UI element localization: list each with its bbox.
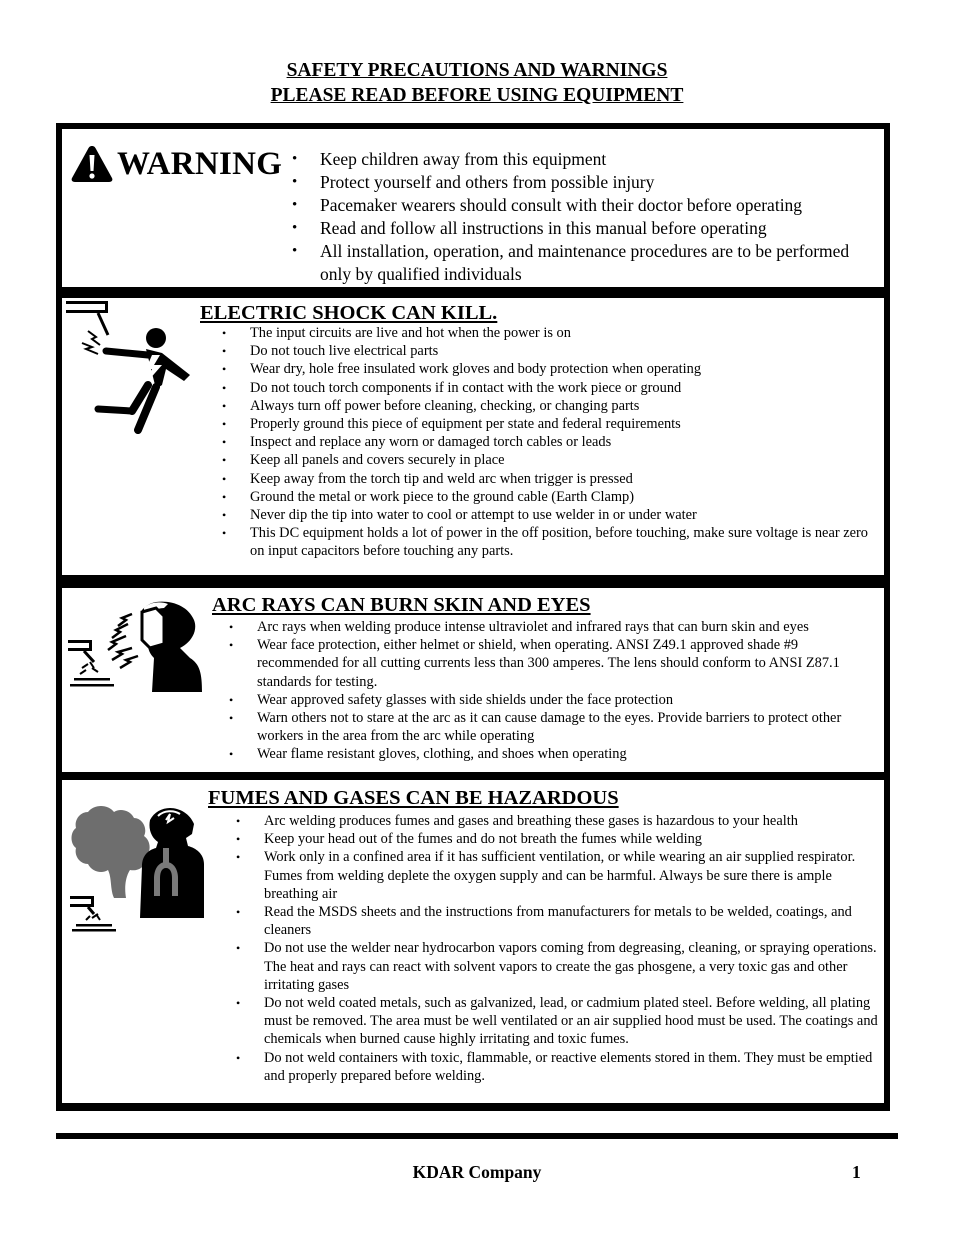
list-item: • Wear dry, hole free insulated work gloves and body protection when operating <box>250 360 870 378</box>
page-title <box>0 58 954 108</box>
page-number: 1 <box>852 1162 861 1182</box>
list-item: • Work only in a confined area if it has sufficient ventilation, or while wearing an air supplied respirator. Fumes from welding deplete the oxygen supply and can be harmful. Always be sure there is ample breathing air <box>264 848 886 903</box>
warning-list <box>320 148 876 286</box>
warning-triangle-icon <box>71 145 113 183</box>
list-item: • All installation, operation, and maintenance procedures are to be performed only by qualified individuals <box>320 240 876 286</box>
heading-line-1: SAFETY PRECAUTIONS AND WARNINGS <box>286 60 668 81</box>
arc-rays-list <box>257 618 872 764</box>
electric-shock-icon <box>66 299 196 434</box>
warning-panel <box>62 129 884 287</box>
electric-shock-title: ELECTRIC SHOCK CAN KILL. <box>200 302 498 324</box>
footer-company: KDAR Company <box>412 1162 542 1182</box>
list-item: • Pacemaker wearers should consult with their doctor before operating <box>320 194 876 217</box>
fumes-title: FUMES AND GASES CAN BE HAZARDOUS <box>208 787 619 809</box>
list-item: • Wear face protection, either helmet or shield, when operating. ANSI Z49.1 approved shade #9 recommended for all cutting currents less than 300 amperes. The lens should conform to ANSI Z87.1 standards for testing. <box>257 636 872 691</box>
list-item: • Never dip the tip into water to cool or attempt to use welder in or under water <box>250 506 870 524</box>
fumes-inhalation-icon <box>70 792 205 932</box>
list-item: • Protect yourself and others from possible injury <box>320 171 876 194</box>
list-item: • Wear flame resistant gloves, clothing, and shoes when operating <box>257 745 872 763</box>
list-item: • Keep all panels and covers securely in place <box>250 451 870 469</box>
list-item: • Do not touch torch components if in contact with the work piece or ground <box>250 379 870 397</box>
list-item: • Ground the metal or work piece to the ground cable (Earth Clamp) <box>250 488 870 506</box>
list-item: • Arc welding produces fumes and gases and breathing these gases is hazardous to your health <box>264 812 886 830</box>
electric-shock-list <box>250 324 870 561</box>
safety-frame <box>56 123 890 1111</box>
list-item: • Do not weld coated metals, such as galvanized, lead, or cadmium plated steel. Before welding, all plating must be removed. The area must be well ventilated or an air supplied hood must be used. The coatings and chemicals when burned cause highly irritating and toxic fumes. <box>264 994 886 1049</box>
arc-rays-panel <box>62 588 884 772</box>
warning-label <box>71 142 282 186</box>
list-item: • This DC equipment holds a lot of power in the off position, before touching, make sure voltage is near zero on input capacitors before touching any parts. <box>250 524 870 560</box>
fumes-list <box>264 812 886 1085</box>
fumes-panel <box>62 780 884 1103</box>
warning-word: WARNING <box>117 145 283 182</box>
heading-line-2: PLEASE READ BEFORE USING EQUIPMENT <box>270 85 684 106</box>
list-item: • Inspect and replace any worn or damaged torch cables or leads <box>250 433 870 451</box>
arc-rays-welder-icon <box>68 598 203 693</box>
list-item: • Read the MSDS sheets and the instructions from manufacturers for metals to be welded, coatings, and cleaners <box>264 903 886 939</box>
list-item: • Do not touch live electrical parts <box>250 342 870 360</box>
list-item: • Wear approved safety glasses with side shields under the face protection <box>257 691 872 709</box>
list-item: • Keep children away from this equipment <box>320 148 876 171</box>
list-item: • Arc rays when welding produce intense ultraviolet and infrared rays that can burn skin and eyes <box>257 618 872 636</box>
footer-divider <box>56 1133 898 1139</box>
list-item: • Warn others not to stare at the arc as it can cause damage to the eyes. Provide barriers to protect other workers in the area from the arc while operating <box>257 709 872 745</box>
list-item: • Read and follow all instructions in this manual before operating <box>320 217 876 240</box>
list-item: • Properly ground this piece of equipment per state and federal requirements <box>250 415 870 433</box>
list-item: • Always turn off power before cleaning, checking, or changing parts <box>250 397 870 415</box>
electric-shock-panel <box>62 298 884 575</box>
list-item: • Keep away from the torch tip and weld arc when trigger is pressed <box>250 470 870 488</box>
list-item: • The input circuits are live and hot when the power is on <box>250 324 870 342</box>
arc-rays-title: ARC RAYS CAN BURN SKIN AND EYES <box>212 594 591 616</box>
list-item: • Do not use the welder near hydrocarbon vapors coming from degreasing, cleaning, or spraying operations. The heat and rays can react with solvent vapors to create the gas phosgene, a very toxic gas and other irritating gases <box>264 939 886 994</box>
list-item: • Keep your head out of the fumes and do not breath the fumes while welding <box>264 830 886 848</box>
list-item: • Do not weld containers with toxic, flammable, or reactive elements stored in them. They must be emptied and properly prepared before welding. <box>264 1049 886 1085</box>
